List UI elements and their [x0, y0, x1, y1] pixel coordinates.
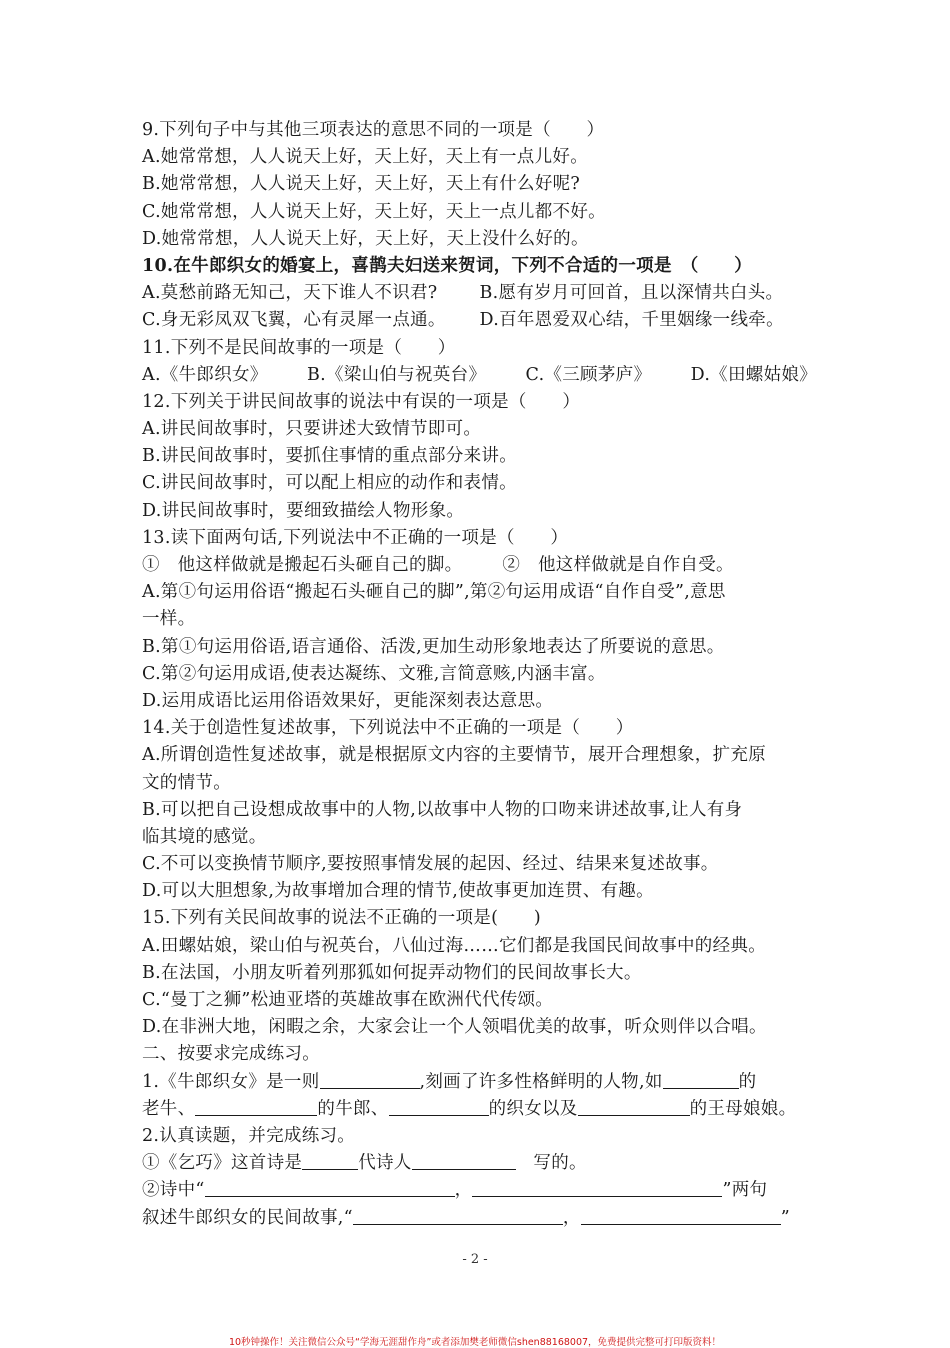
questions-content: [142, 117, 817, 1232]
s2-q1-blank-queen-mother-trait[interactable]: [578, 1096, 690, 1116]
s2-q2-1-text-1: ①《乞巧》这首诗是: [142, 1153, 303, 1174]
s2-q1-text-7: 的王母娘娘。: [689, 1098, 797, 1119]
q13-option-d: D.运用成语比运用俗语效果好，更能深刻表达意思。: [142, 690, 554, 711]
s2-q2-1-blank-poet[interactable]: [412, 1150, 516, 1170]
q11-option-c: C.《三顾茅庐》: [525, 364, 652, 385]
s2-q1-line-1: [142, 1069, 817, 1096]
s2-q1-text-6: 的织女以及: [488, 1098, 578, 1119]
q12-option-b: B.讲民间故事时，要抓住事情的重点部分来讲。: [142, 446, 518, 467]
q9-option-a: A.她常常想，人人说天上好，天上好，天上有一点儿好。: [142, 147, 588, 168]
s2-q2-2-text-3: ”两句: [722, 1180, 768, 1201]
q14-option-b-line-2: 临其境的感觉。: [142, 826, 267, 847]
s2-q2-3-text-3: ”: [780, 1207, 790, 1228]
s2-q2-2-blank-line-1[interactable]: [205, 1177, 455, 1197]
q9-option-c: C.她常常想，人人说天上好，天上好，天上一点儿都不好。: [142, 201, 606, 222]
s2-q2-3-text-2: ，: [562, 1207, 581, 1228]
q15-option-d: D.在非洲大地，闲暇之余，大家会让一个人领唱优美的故事，听众则伴以合唱。: [142, 1017, 767, 1038]
q10-option-d: D.百年恩爱双心结，千里姻缘一线牵。: [479, 310, 784, 331]
q13-option-a-line-1: A.第①句运用俗语“搬起石头砸自己的脚”,第②句运用成语“自作自受”,意思: [142, 582, 726, 603]
q10-option-b: B.愿有岁月可回首，且以深情共白头。: [479, 283, 784, 304]
s2-q2-2-blank-line-2[interactable]: [472, 1177, 722, 1197]
s2-q2-3-blank-line-2[interactable]: [581, 1205, 781, 1225]
q10-option-a: A.莫愁前路无知己，天下谁人不识君?: [142, 283, 438, 304]
s2-q2-1-text-3: 写的。: [515, 1153, 587, 1174]
s2-q1-line-2: [142, 1096, 817, 1123]
q11-option-a: A.《牛郎织女》: [142, 364, 268, 385]
s2-q2-2-line: [142, 1177, 817, 1204]
q13-sentences-row: [142, 552, 817, 579]
q14-option-d: D.可以大胆想象,为故事增加合理的情节,使故事更加连贯、有趣。: [142, 881, 654, 902]
footer-note: 10秒钟操作！关注微信公众号“学海无涯甜作舟”或者添加樊老师微信shen88168007，免费提供完整可打印版资料！: [228, 1337, 722, 1348]
s2-q1-blank-niulang-trait[interactable]: [195, 1096, 317, 1116]
q15-stem: 15.下列有关民间故事的说法不正确的一项是( ): [142, 908, 541, 929]
s2-q2-1-line: [142, 1150, 817, 1177]
s2-q1-blank-ox-trait[interactable]: [663, 1069, 739, 1089]
q11-stem: 11.下列不是民间故事的一项是（ ）: [142, 337, 456, 358]
page-number: - 2 -: [462, 1252, 488, 1267]
q11-option-b: B.《梁山伯与祝英台》: [306, 364, 487, 385]
s2-q1-text-1: 1.《牛郎织女》是一则: [142, 1071, 320, 1092]
q12-option-a: A.讲民间故事时，只要讲述大致情节即可。: [142, 419, 482, 440]
q9-option-b: B.她常常想，人人说天上好，天上好，天上有什么好呢?: [142, 174, 581, 195]
s2-q2-3-line: [142, 1205, 817, 1232]
q11-options-row: [142, 362, 817, 389]
q13-option-c: C.第②句运用成语,使表达凝练、文雅,言简意赅,内涵丰富。: [142, 663, 606, 684]
q14-stem: 14.关于创造性复述故事，下列说法中不正确的一项是（ ）: [142, 718, 634, 739]
q14-option-b-line-1: B.可以把自己设想成故事中的人物,以故事中人物的口吻来讲述故事,让人有身: [142, 799, 743, 820]
q12-option-c: C.讲民间故事时，可以配上相应的动作和表情。: [142, 473, 517, 494]
q12-stem: 12.下列关于讲民间故事的说法中有误的一项是（ ）: [142, 391, 581, 412]
q13-sentence-2: ② 他这样做就是自作自受。: [502, 555, 734, 575]
s2-q1-text-2: ,刻画了许多性格鲜明的人物,如: [419, 1071, 663, 1092]
q15-option-c: C.“曼丁之狮”松迪亚塔的英雄故事在欧洲代代传颂。: [142, 990, 554, 1010]
q10-option-c: C.身无彩凤双飞翼，心有灵犀一点通。: [142, 310, 446, 331]
s2-q2-2-text-1: ②诗中“: [142, 1180, 205, 1201]
s2-q2-stem: 2.认真读题，并完成练习。: [142, 1125, 356, 1146]
q15-option-b: B.在法国，小朋友听着列那狐如何捉弄动物们的民间故事长大。: [142, 962, 642, 983]
q14-option-c: C.不可以变换情节顺序,要按照事情发展的起因、经过、结果来复述故事。: [142, 854, 719, 875]
s2-q1-blank-zhinu-trait[interactable]: [389, 1096, 489, 1116]
s2-q2-1-text-2: 代诗人: [358, 1153, 412, 1174]
s2-q2-1-blank-dynasty[interactable]: [302, 1150, 358, 1170]
section-2-title: 二、按要求完成练习。: [142, 1044, 320, 1065]
s2-q1-text-5: 的牛郎、: [317, 1098, 389, 1119]
q15-option-a: A.田螺姑娘，梁山伯与祝英台，八仙过海……它们都是我国民间故事中的经典。: [142, 935, 766, 956]
q14-option-a-line-2: 文的情节。: [142, 772, 231, 793]
q13-stem: 13.读下面两句话,下列说法中不正确的一项是（ ）: [142, 527, 569, 548]
q12-option-d: D.讲民间故事时，要细致描绘人物形象。: [142, 500, 465, 521]
s2-q2-3-blank-line-1[interactable]: [353, 1205, 563, 1225]
q13-sentence-1: ① 他这样做就是搬起石头砸自己的脚。: [142, 555, 463, 575]
q9-stem: 9.下列句子中与其他三项表达的意思不同的一项是（ ）: [142, 120, 605, 140]
q14-option-a-line-1: A.所谓创造性复述故事，就是根据原文内容的主要情节，展开合理想象，扩充原: [142, 745, 766, 766]
s2-q2-3-text-1: 叙述牛郎织女的民间故事,“: [142, 1207, 353, 1228]
q10-stem: 10.在牛郎织女的婚宴上，喜鹊夫妇送来贺词，下列不合适的一项是 （ ）: [142, 255, 752, 276]
s2-q1-blank-story-type[interactable]: [320, 1069, 420, 1089]
s2-q1-text-3: 的: [738, 1071, 757, 1092]
s2-q2-2-text-2: ，: [454, 1180, 473, 1201]
q10-options-row-1: [142, 280, 817, 307]
q9-option-d: D.她常常想，人人说天上好，天上好，天上没什么好的。: [142, 228, 589, 249]
q10-options-row-2: [142, 307, 817, 334]
s2-q1-text-4: 老牛、: [142, 1098, 196, 1119]
q11-option-d: D.《田螺姑娘》: [690, 364, 817, 385]
q13-option-b: B.第①句运用俗语,语言通俗、活泼,更加生动形象地表达了所要说的意思。: [142, 636, 725, 657]
q13-option-a-line-2: 一样。: [142, 609, 196, 630]
